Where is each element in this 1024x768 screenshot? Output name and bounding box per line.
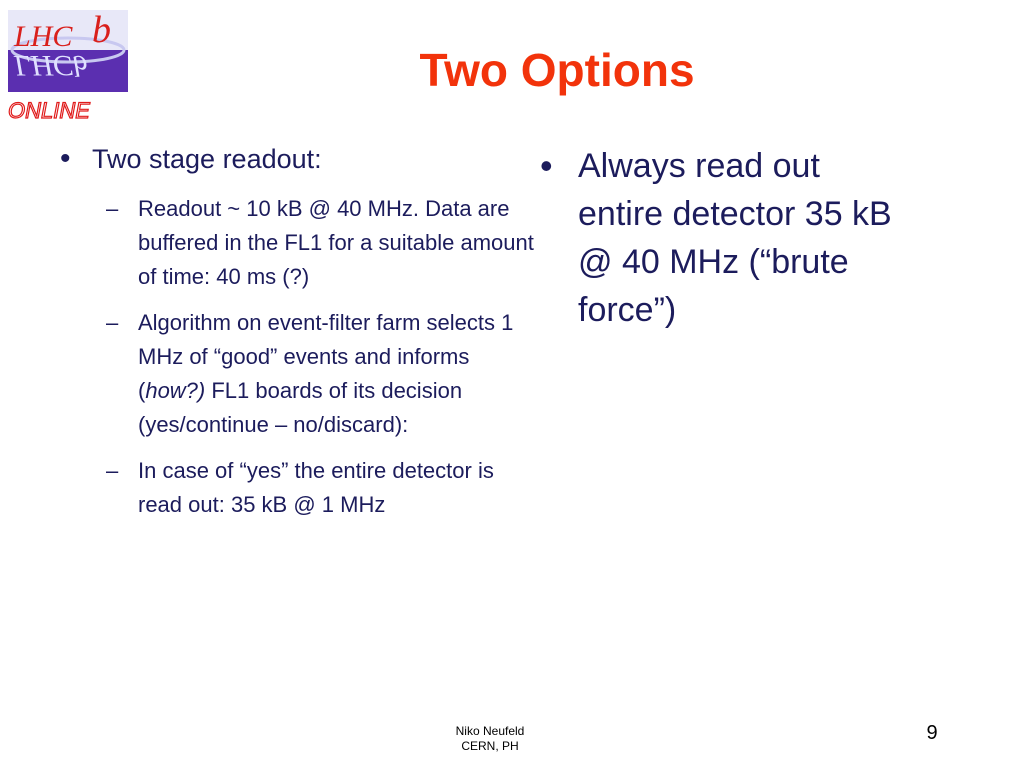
- footer-author: [380, 724, 600, 754]
- slide-title: Two Options: [419, 44, 695, 96]
- left-column: [60, 142, 540, 534]
- svg-text:LHCb: LHCb: [14, 49, 88, 82]
- sub-bullet-text: In case of “yes” the entire detector is read out: 35 kB @ 1 MHz: [138, 458, 494, 517]
- sub-bullet-item: [106, 306, 540, 442]
- bullet-item-brute-force: [540, 142, 910, 334]
- bullet-item-two-stage: [60, 142, 540, 176]
- bullet-text: Always read out entire detector 35 kB @ 40 MHz (“brute force”): [578, 147, 892, 329]
- svg-text:ONLINE: ONLINE: [8, 98, 90, 123]
- footer-affiliation: CERN, PH: [461, 739, 519, 753]
- right-column: [540, 142, 910, 334]
- sub-bullet-text: Algorithm on event-filter farm selects 1 MHz of “good” events and informs (how?) FL1 boards of its decision (yes/continue – no/discard):: [138, 310, 514, 437]
- svg-text:b: b: [92, 9, 111, 51]
- dash-icon: –: [106, 458, 119, 483]
- page-number: 9: [926, 722, 938, 744]
- bullet-icon: •: [540, 145, 553, 186]
- dash-icon: –: [106, 310, 119, 335]
- bullet-icon: •: [60, 142, 71, 175]
- sub-bullet-item: [106, 192, 540, 294]
- sub-bullet-list: [60, 192, 540, 522]
- svg-text:LHC: LHC: [14, 20, 73, 53]
- sub-bullet-item: [106, 454, 540, 522]
- footer-author-name: Niko Neufeld: [455, 724, 525, 738]
- dash-icon: –: [106, 196, 119, 221]
- bullet-text: Two stage readout:: [92, 144, 322, 174]
- sub-bullet-text: Readout ~ 10 kB @ 40 MHz. Data are buffered in the FL1 for a suitable amount of time: 40 ms (?): [138, 196, 534, 289]
